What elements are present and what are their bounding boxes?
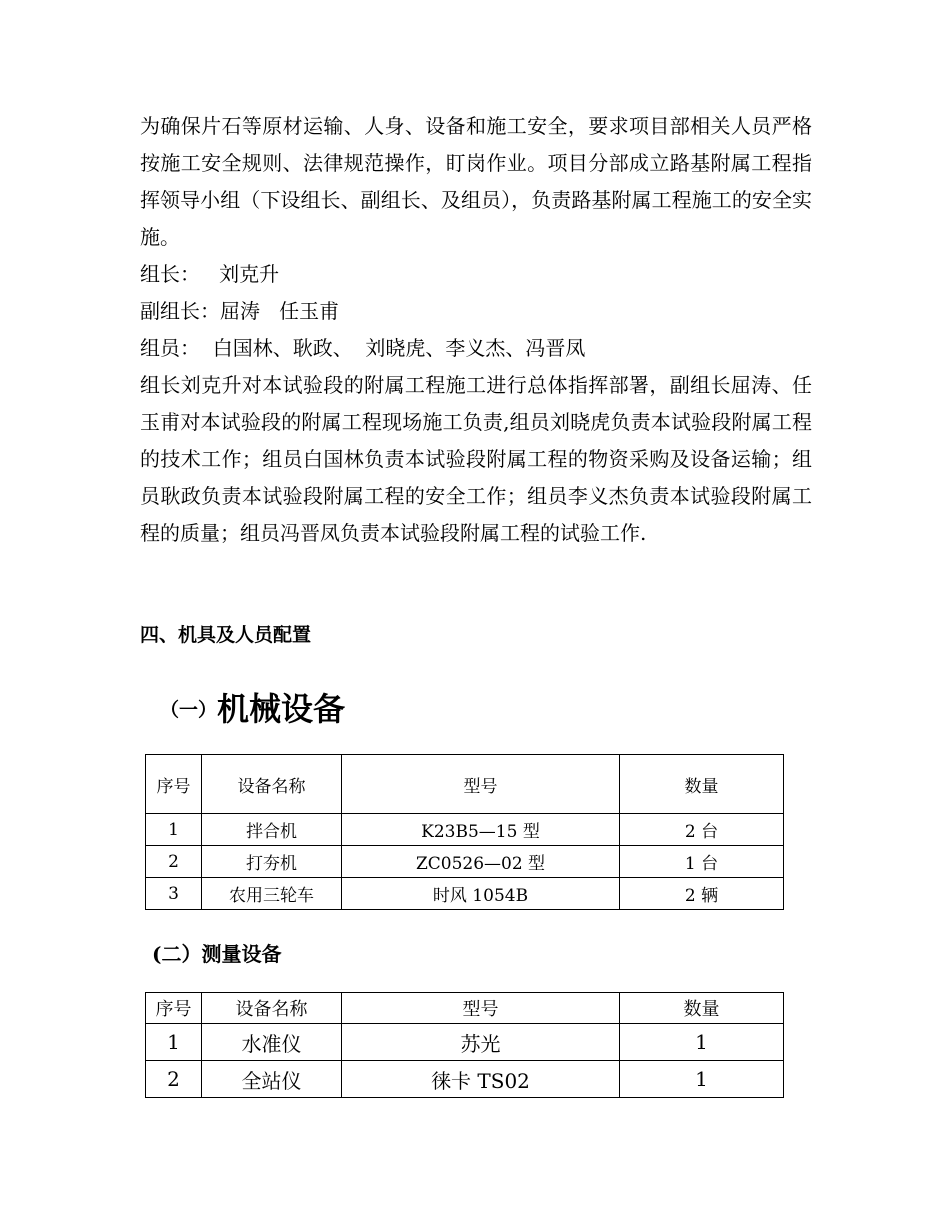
table-cell: 打夯机 bbox=[202, 846, 342, 878]
table-cell: 1 bbox=[620, 1061, 784, 1098]
responsibilities-paragraph: 组长刘克升对本试验段的附属工程施工进行总体指挥部署，副组长屈涛、任玉甫对本试验段的附属工程现场施工负责,组员刘晓虎负责本试验段附属工程的技术工作；组员白国林负责本试验段附属工程的物资采购及设备运输；组员耿政负责本试验段附属工程的安全工作；组员李义杰负责本试验段附属工程的质量；组员冯晋凤负责本试验段附属工程的试验工作. bbox=[140, 373, 812, 545]
header-cell: 设备名称 bbox=[202, 755, 342, 814]
table-cell: ZC0526—02 型 bbox=[342, 846, 620, 878]
table-cell: 农用三轮车 bbox=[202, 878, 342, 910]
table-row bbox=[146, 846, 784, 878]
table-cell: 1 bbox=[146, 814, 202, 846]
table-row bbox=[146, 878, 784, 910]
table-cell: 拌合机 bbox=[202, 814, 342, 846]
header-cell: 型号 bbox=[342, 993, 620, 1024]
team-members-line: 组员： 白国林、耿政、 刘晓虎、李义杰、冯晋凤 bbox=[140, 336, 586, 360]
header-cell: 序号 bbox=[146, 993, 202, 1024]
deputy-leader-line: 副组长：屈涛 任玉甫 bbox=[140, 299, 340, 323]
machinery-heading bbox=[160, 686, 345, 732]
table-cell: 2 bbox=[146, 846, 202, 878]
header-cell: 设备名称 bbox=[202, 993, 342, 1024]
machinery-table bbox=[145, 754, 784, 910]
table-cell: 2 bbox=[146, 1061, 202, 1098]
machinery-heading-title: 机械设备 bbox=[217, 690, 346, 728]
table-cell: K23B5—15 型 bbox=[342, 814, 620, 846]
table-row bbox=[146, 814, 784, 846]
table-header-row bbox=[146, 755, 784, 814]
table-cell: 1 bbox=[146, 1024, 202, 1061]
table-cell: 3 bbox=[146, 878, 202, 910]
header-cell: 序号 bbox=[146, 755, 202, 814]
table-cell: 2 台 bbox=[620, 814, 784, 846]
survey-heading: (二）测量设备 bbox=[152, 942, 282, 966]
table-row bbox=[146, 1024, 784, 1061]
header-cell: 型号 bbox=[342, 755, 620, 814]
team-leader-line: 组长： 刘克升 bbox=[140, 262, 280, 286]
table-cell: 水准仪 bbox=[202, 1024, 342, 1061]
table-cell: 2 辆 bbox=[620, 878, 784, 910]
table-header-row bbox=[146, 993, 784, 1024]
header-cell: 数量 bbox=[620, 993, 784, 1024]
table-cell: 徕卡 TS02 bbox=[342, 1061, 620, 1098]
table-cell: 1 bbox=[620, 1024, 784, 1061]
table-cell: 1 台 bbox=[620, 846, 784, 878]
table-cell: 全站仪 bbox=[202, 1061, 342, 1098]
table-row bbox=[146, 1061, 784, 1098]
table-cell: 时风 1054B bbox=[342, 878, 620, 910]
table-cell: 苏光 bbox=[342, 1024, 620, 1061]
survey-table bbox=[145, 992, 784, 1098]
section-heading: 四、机具及人员配置 bbox=[140, 624, 312, 646]
safety-paragraph: 为确保片石等原材运输、人身、设备和施工安全，要求项目部相关人员严格按施工安全规则、法律规范操作，盯岗作业。项目分部成立路基附属工程指挥领导小组（下设组长、副组长、及组员），负责路基附属工程施工的安全实施。 bbox=[140, 114, 812, 249]
header-cell: 数量 bbox=[620, 755, 784, 814]
machinery-heading-prefix: （一） bbox=[160, 699, 218, 721]
